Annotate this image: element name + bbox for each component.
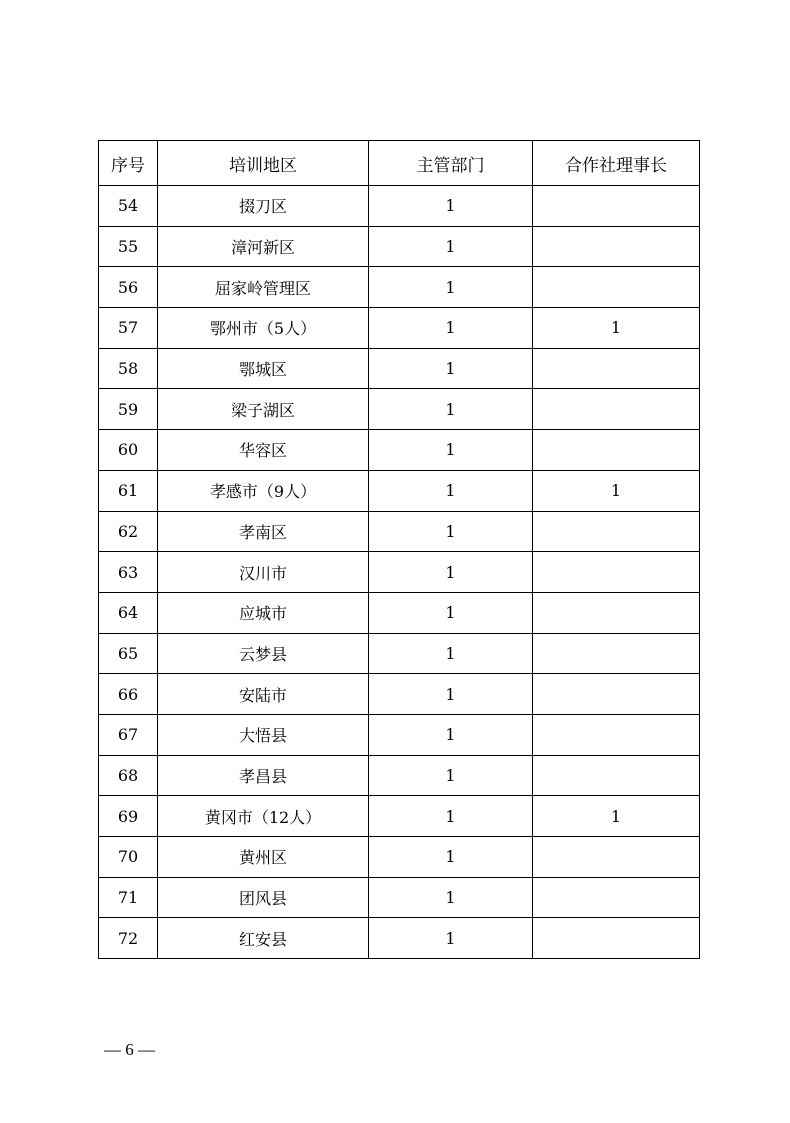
cell-dept: 1 — [369, 430, 533, 471]
cell-chair — [533, 186, 700, 227]
cell-region: 应城市 — [158, 592, 369, 633]
cell-dept: 1 — [369, 348, 533, 389]
cell-chair — [533, 552, 700, 593]
cell-dept: 1 — [369, 552, 533, 593]
cell-region: 团风县 — [158, 877, 369, 918]
cell-dept: 1 — [369, 674, 533, 715]
cell-no: 70 — [99, 837, 158, 878]
cell-no: 67 — [99, 714, 158, 755]
cell-region: 漳河新区 — [158, 226, 369, 267]
cell-no: 62 — [99, 511, 158, 552]
cell-no: 71 — [99, 877, 158, 918]
cell-no: 66 — [99, 674, 158, 715]
cell-no: 58 — [99, 348, 158, 389]
cell-chair — [533, 837, 700, 878]
table-row — [99, 226, 700, 267]
cell-dept: 1 — [369, 918, 533, 959]
cell-chair — [533, 348, 700, 389]
table-body — [99, 186, 700, 959]
cell-dept: 1 — [369, 714, 533, 755]
cell-chair — [533, 226, 700, 267]
table-row — [99, 755, 700, 796]
cell-region: 孝感市（9人） — [158, 470, 369, 511]
table-row — [99, 552, 700, 593]
cell-chair — [533, 755, 700, 796]
cell-dept: 1 — [369, 389, 533, 430]
cell-region: 鄂州市（5人） — [158, 308, 369, 349]
header-region: 培训地区 — [158, 141, 369, 186]
cell-dept: 1 — [369, 796, 533, 837]
cell-dept: 1 — [369, 633, 533, 674]
cell-no: 63 — [99, 552, 158, 593]
table-row — [99, 430, 700, 471]
cell-chair — [533, 592, 700, 633]
cell-dept: 1 — [369, 511, 533, 552]
cell-chair — [533, 918, 700, 959]
cell-chair — [533, 714, 700, 755]
training-roster-table — [98, 140, 700, 959]
table-row — [99, 348, 700, 389]
cell-dept: 1 — [369, 837, 533, 878]
cell-region: 大悟县 — [158, 714, 369, 755]
cell-dept: 1 — [369, 592, 533, 633]
cell-chair: 1 — [533, 308, 700, 349]
cell-no: 68 — [99, 755, 158, 796]
cell-chair — [533, 389, 700, 430]
cell-no: 69 — [99, 796, 158, 837]
cell-region: 黄州区 — [158, 837, 369, 878]
cell-no: 54 — [99, 186, 158, 227]
cell-region: 鄂城区 — [158, 348, 369, 389]
table-row — [99, 674, 700, 715]
cell-chair — [533, 674, 700, 715]
header-chair: 合作社理事长 — [533, 141, 700, 186]
table-row — [99, 470, 700, 511]
table-header-row — [99, 141, 700, 186]
table-row — [99, 389, 700, 430]
cell-no: 65 — [99, 633, 158, 674]
cell-no: 59 — [99, 389, 158, 430]
header-no: 序号 — [99, 141, 158, 186]
cell-region: 掇刀区 — [158, 186, 369, 227]
cell-dept: 1 — [369, 226, 533, 267]
cell-chair: 1 — [533, 470, 700, 511]
cell-no: 55 — [99, 226, 158, 267]
cell-region: 安陆市 — [158, 674, 369, 715]
cell-region: 孝南区 — [158, 511, 369, 552]
header-dept: 主管部门 — [369, 141, 533, 186]
table-row — [99, 837, 700, 878]
cell-chair — [533, 511, 700, 552]
cell-dept: 1 — [369, 308, 533, 349]
table-row — [99, 267, 700, 308]
cell-no: 61 — [99, 470, 158, 511]
cell-dept: 1 — [369, 470, 533, 511]
cell-dept: 1 — [369, 267, 533, 308]
cell-chair — [533, 267, 700, 308]
cell-chair — [533, 877, 700, 918]
table-row — [99, 918, 700, 959]
cell-no: 60 — [99, 430, 158, 471]
table-row — [99, 877, 700, 918]
cell-region: 梁子湖区 — [158, 389, 369, 430]
table-row — [99, 308, 700, 349]
table-row — [99, 186, 700, 227]
cell-region: 云梦县 — [158, 633, 369, 674]
table-row — [99, 592, 700, 633]
cell-region: 黄冈市（12人） — [158, 796, 369, 837]
cell-region: 屈家岭管理区 — [158, 267, 369, 308]
cell-chair — [533, 430, 700, 471]
cell-chair — [533, 633, 700, 674]
table-row — [99, 511, 700, 552]
cell-region: 华容区 — [158, 430, 369, 471]
cell-no: 72 — [99, 918, 158, 959]
table-row — [99, 633, 700, 674]
cell-region: 汉川市 — [158, 552, 369, 593]
cell-region: 红安县 — [158, 918, 369, 959]
cell-no: 64 — [99, 592, 158, 633]
cell-no: 56 — [99, 267, 158, 308]
table-row — [99, 714, 700, 755]
page-number: — 6 — — [104, 1040, 155, 1059]
table-row — [99, 796, 700, 837]
cell-dept: 1 — [369, 877, 533, 918]
cell-dept: 1 — [369, 755, 533, 796]
cell-no: 57 — [99, 308, 158, 349]
cell-region: 孝昌县 — [158, 755, 369, 796]
cell-dept: 1 — [369, 186, 533, 227]
cell-chair: 1 — [533, 796, 700, 837]
